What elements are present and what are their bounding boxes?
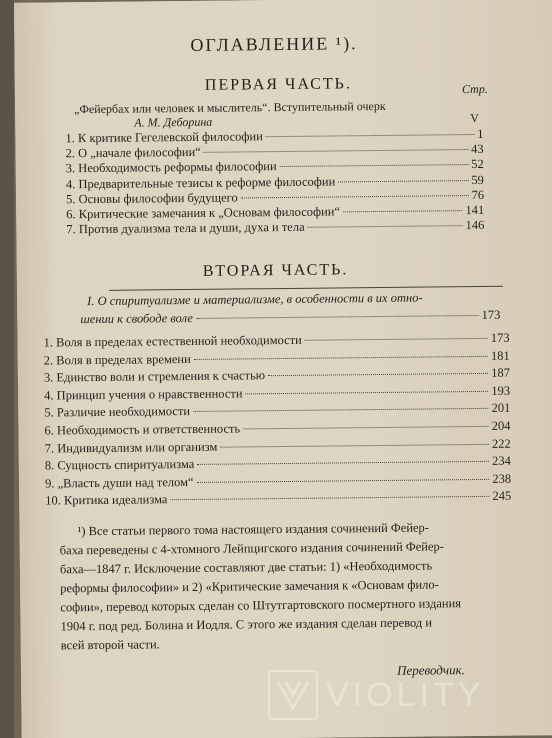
entry-title: 1. Воля в пределах естественной необходимости — [43, 332, 302, 350]
entry-title: 10. Критика идеализма — [45, 492, 168, 508]
entry-title: 7. Против дуализма тела и души, духа и тела — [66, 219, 305, 237]
part1-intro-page: V — [470, 110, 479, 126]
part1-intro-line2: А. М. Деборина — [134, 114, 213, 130]
entry-page-number: 173 — [490, 330, 510, 345]
dot-leader — [194, 355, 488, 359]
entry-title: 6. Необходимость и ответственность — [44, 421, 241, 438]
book-page — [14, 0, 552, 738]
part2-intro-page: 173 — [481, 307, 501, 322]
entry-title: 2. Воля в пределах времени — [43, 351, 191, 368]
entry-page-number: 76 — [471, 187, 485, 202]
part2-entry — [44, 401, 510, 421]
footnote-line: баха—1847 г. Исключение составляют две статьи: 1) «Необходимость — [59, 558, 433, 577]
entry-title: 5. Различие необходимости — [44, 404, 191, 420]
part2-intro-line2 — [80, 308, 500, 327]
part2-entry — [45, 454, 511, 474]
entry-page-number: 146 — [465, 218, 485, 233]
dot-leader — [193, 408, 488, 412]
part1-intro-line1: „Фейербах или человек и мыслитель“. Вступительный очерк — [74, 98, 386, 117]
footnote-line: реформы философии» и 2) «Критические замечания к «Основам фило- — [60, 577, 439, 596]
dot-leader — [268, 373, 488, 376]
dot-leader — [305, 338, 488, 341]
entry-title: 3. Необходимость реформы философии — [65, 159, 277, 176]
dot-leader — [204, 149, 468, 153]
entry-title: 7. Индивидуализм или организм — [44, 439, 218, 456]
entry-page-number: 1 — [477, 126, 484, 141]
part2-heading: ВТОРАЯ ЧАСТЬ. — [202, 261, 349, 280]
divider — [109, 286, 503, 291]
book-edge — [0, 0, 14, 738]
footnote-line: баха переведены с 4-хтомного Лейпцигского издания сочинений Фейер- — [59, 539, 444, 558]
part2-entry — [45, 436, 511, 456]
part2-entry — [44, 348, 510, 368]
dot-leader — [266, 134, 474, 137]
dot-leader — [197, 461, 489, 465]
dot-leader — [280, 164, 469, 167]
entry-title: 5. Основы философии будущего — [65, 190, 238, 207]
footnote-line: всей второй части. — [60, 637, 160, 653]
entry-page-number: 193 — [491, 383, 511, 398]
watermark-text: VIOLITY — [326, 675, 485, 714]
entry-page-number: 201 — [491, 401, 511, 416]
part2-entry — [44, 419, 510, 439]
entry-page-number: 181 — [490, 348, 510, 363]
entry-page-number: 238 — [492, 471, 512, 486]
entry-page-number: 141 — [465, 202, 485, 218]
part2-entry — [44, 331, 510, 351]
violity-watermark — [268, 670, 484, 720]
entry-page-number: 234 — [492, 453, 511, 469]
dot-leader — [220, 443, 489, 447]
entry-page-number: 187 — [491, 365, 510, 381]
part2-entry — [45, 471, 511, 491]
violity-logo-icon — [268, 670, 318, 720]
part1-entry — [66, 218, 484, 237]
footnote-line: софии», перевод которых сделан со Штутгартовского посмертного издания — [60, 596, 462, 615]
entry-title: 2. О „начале философии“ — [65, 145, 201, 161]
entry-title: 3. Единство воли и стремления к счастью — [43, 368, 266, 385]
part1-heading: ПЕРВАЯ ЧАСТЬ. — [204, 75, 352, 94]
entry-title: 4. Принцип учения о нравственности — [44, 386, 243, 403]
part2-intro-label: шении к свободе воле — [80, 310, 193, 327]
dot-leader — [170, 496, 489, 500]
page-title: ОГЛАВЛЕНИЕ ¹). — [190, 33, 358, 55]
entry-page-number: 245 — [492, 489, 512, 504]
part2-entry — [44, 383, 510, 403]
entry-page-number: 59 — [471, 172, 484, 187]
dot-leader — [241, 195, 469, 198]
entry-page-number: 43 — [470, 142, 484, 157]
translator-signature: Переводчик. — [396, 662, 465, 678]
part2-entry — [44, 366, 510, 386]
entry-page-number: 204 — [491, 418, 511, 433]
dot-leader — [197, 479, 490, 483]
entry-page-number: 222 — [491, 436, 511, 451]
dot-leader — [338, 180, 468, 182]
dot-leader — [343, 210, 462, 212]
entry-page-number: 52 — [471, 157, 484, 172]
entry-title: 4. Предварительные тезисы к реформе философии — [65, 174, 336, 191]
entry-title: 6. Критические замечания к „Основам философии“ — [66, 204, 341, 222]
part2-entry — [45, 489, 511, 509]
footnote-line: 1904 г. под ред. Болина и Иодля. С этого же издания сделан перевод и — [60, 615, 433, 634]
dot-leader — [246, 391, 489, 395]
footnote-line: ¹) Все статьи первого тома настоящего издания сочинений Фейер- — [77, 520, 430, 539]
entry-title: 8. Сущность спиритуализма — [44, 457, 195, 473]
entry-title: 1. К критике Гегелевской философии — [65, 129, 263, 146]
entry-title: 9. „Власть души над телом“ — [44, 474, 194, 491]
dot-leader — [243, 426, 489, 430]
page-column-header: Стр. — [461, 81, 488, 97]
dot-leader — [308, 225, 463, 228]
part2-intro-line1: I. О спиритуализме и материализме, в особенности в их отно- — [87, 290, 423, 309]
dot-leader — [196, 315, 479, 319]
